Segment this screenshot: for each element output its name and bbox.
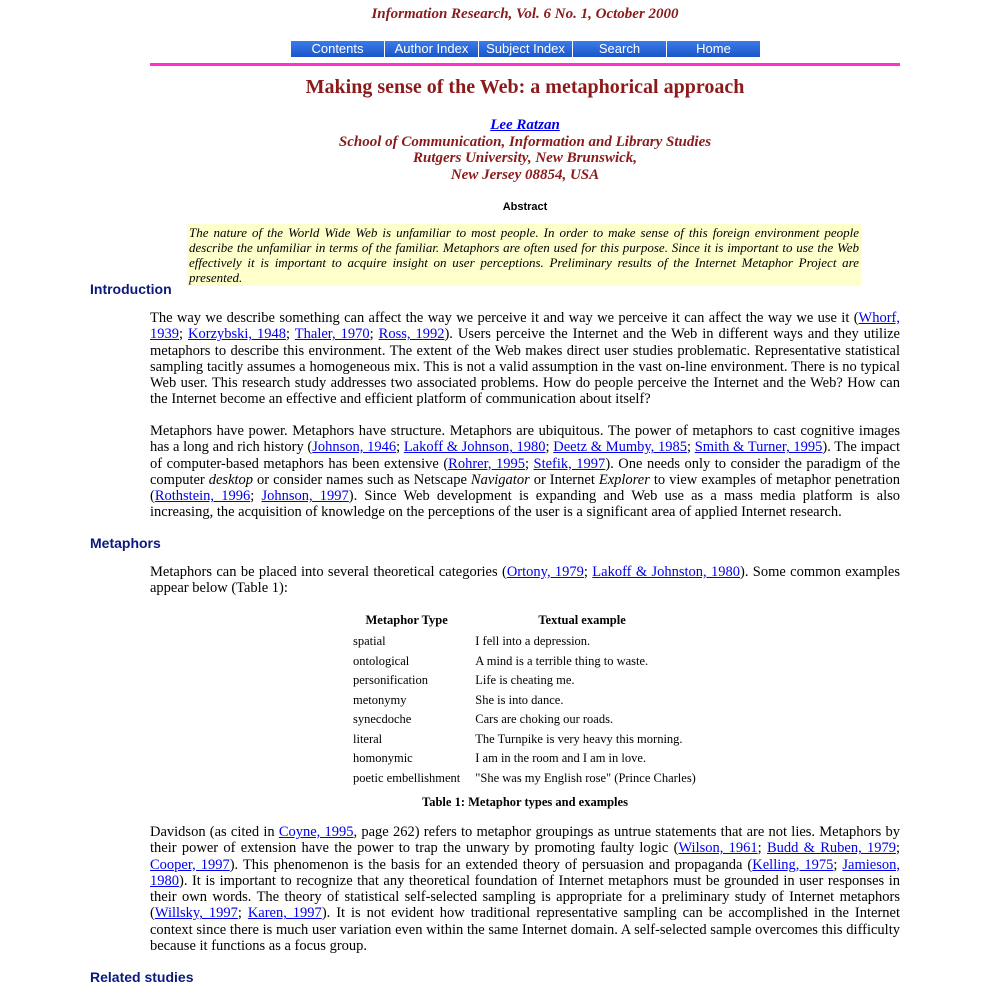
citation-link[interactable]: Ross, 1992 xyxy=(378,326,445,343)
metaphor-type-cell: literal xyxy=(353,731,383,746)
metaphor-table xyxy=(349,611,700,788)
textual-example-cell: She is into dance. xyxy=(475,692,564,707)
emphasized-term: Navigator xyxy=(470,471,530,488)
citation-link[interactable]: Lakoff & Johnston, 1980 xyxy=(592,564,740,580)
metaphor-type-cell: spatial xyxy=(353,634,386,649)
citation-link[interactable]: Ortony, 1979 xyxy=(506,564,584,580)
table-row xyxy=(349,749,700,769)
citation-link[interactable]: Karen, 1997 xyxy=(247,905,322,922)
citation-link[interactable]: Wilson, 1961 xyxy=(678,840,758,857)
nav-subject-index-button[interactable]: Subject Index xyxy=(479,41,573,57)
section-heading-introduction: Introduction xyxy=(90,281,172,297)
intro-paragraph-2: Metaphors have power. Metaphors have structure. Metaphors are ubiquitous. The power of metaphors to cast cognitive images has a long and rich history (Johnson, 1946; Lakoff & Johnson, 1980; Deetz & Mumby, 1985; Smith & Turner, 1995). The impact of computer-based metaphors has been extensive (Rohrer, 1995; Stefik, 1997). One needs only to consider the paradigm of the computer desktop or consider names such as Netscape Navigator or Internet Explorer to view examples of metaphor penetration (Rothstein, 1996; Johnson, 1997). Since Web development is expanding and Web use as a mass media platform is also increasing, the acquisition of knowledge on the perceptions of the user is a significant area of applied Internet research. xyxy=(150,423,901,521)
header-divider xyxy=(150,63,900,66)
table-row xyxy=(349,710,700,730)
nav-contents-button[interactable]: Contents xyxy=(291,41,385,57)
table-row xyxy=(349,671,700,691)
author-block xyxy=(150,117,900,183)
metaphors-paragraph-2: Davidson (as cited in Coyne, 1995, page 262) refers to metaphor groupings as untrue statements that are not lies. Metaphors by their power of extension have the power to trap the unwary by promoting faulty logic (Wilson, 1961; Budd & Ruben, 1979; Cooper, 1997). This phenomenon is the basis for an extended theory of persuasion and propaganda (Kelling, 1975; Jamieson, 1980). It is important to recognize that any theoretical foundation of Internet metaphors must be grounded in user responses in their own words. The theory of statistical self-selected sampling is appropriate for a preliminary study of Internet metaphors (Willsky, 1997; Karen, 1997). It is not evident how traditional representative sampling can be accomplished in the Internet context since there is much user variation even within the same Internet domain. A self-selected sample overcomes this difficulty because it functions as a focus group. xyxy=(150,824,901,955)
metaphor-type-cell: ontological xyxy=(353,653,410,668)
citation-link[interactable]: Jamieson, 1980 xyxy=(150,856,900,889)
citation-link[interactable]: Thaler, 1970 xyxy=(294,326,370,343)
table-row xyxy=(349,652,700,672)
nav-home-button[interactable]: Home xyxy=(667,41,760,57)
nav-author-index-button[interactable]: Author Index xyxy=(385,41,479,57)
metaphor-type-cell: synecdoche xyxy=(353,712,412,727)
table-header-example: Textual example xyxy=(538,613,626,627)
section-heading-related-studies: Related studies xyxy=(90,969,194,985)
citation-link[interactable]: Rothstein, 1996 xyxy=(154,488,251,505)
citation-link[interactable]: Stefik, 1997 xyxy=(533,455,606,472)
metaphor-type-cell: homonymic xyxy=(353,751,413,766)
table-caption: Table 1: Metaphor types and examples xyxy=(422,795,628,809)
metaphor-type-cell: personification xyxy=(353,673,428,688)
abstract-text: The nature of the World Wide Web is unfamiliar to most people. In order to make sense of this foreign environment people describe the unfamiliar in terms of the familiar. Metaphors are often used for this purpose. Since it is important to use the Web effectively it is important to acquire insight on user perceptions. Preliminary results of the Internet Metaphor Project are presented. xyxy=(189,225,859,285)
citation-link[interactable]: Rohrer, 1995 xyxy=(448,455,525,472)
nav-bar xyxy=(291,41,760,57)
textual-example-cell: I fell into a depression. xyxy=(475,634,591,649)
citation-link[interactable]: Korzybski, 1948 xyxy=(188,326,287,343)
textual-example-cell: The Turnpike is very heavy this morning. xyxy=(475,731,683,746)
metaphors-paragraph-1: Metaphors can be placed into several theoretical categories (Ortony, 1979; Lakoff & Johnston, 1980). Some common examples appear below (Table 1): xyxy=(150,564,900,597)
intro-paragraph-1: The way we describe something can affect the way we perceive it and way we perceive it can affect the way we use it (Whorf, 1939; Korzybski, 1948; Thaler, 1970; Ross, 1992). Users perceive the Internet and the Web in different ways and they utilize metaphors to describe this environment. The extent of the Web makes direct user studies problematic. Representative statistical sampling tacitly assumes a homogeneous mix. This is not a valid assumption in the vast on-line environment. There is no typical Web user. This research study addresses two associated problems. How do people perceive the Internet and the Web? How can the Internet become an effective and efficient platform of communication about itself? xyxy=(150,310,900,408)
metaphor-type-cell: metonymy xyxy=(353,692,407,707)
textual-example-cell: Life is cheating me. xyxy=(475,673,575,688)
page-title: Making sense of the Web: a metaphorical approach xyxy=(305,76,745,98)
citation-link[interactable]: Johnson, 1946 xyxy=(312,439,397,456)
table-row xyxy=(349,730,700,750)
emphasized-term: desktop xyxy=(208,471,254,488)
citation-link[interactable]: Coyne, 1995 xyxy=(278,824,354,840)
citation-link[interactable]: Budd & Ruben, 1979 xyxy=(766,840,896,857)
citation-link[interactable]: Lakoff & Johnson, 1980 xyxy=(403,439,546,456)
emphasized-term: Explorer xyxy=(598,471,650,488)
citation-link[interactable]: Cooper, 1997 xyxy=(150,856,230,873)
table-row xyxy=(349,769,700,789)
table-header-type: Metaphor Type xyxy=(365,613,448,627)
author-school: School of Communication, Information and Library Studies xyxy=(338,133,712,150)
journal-header: Information Research, Vol. 6 No. 1, October 2000 xyxy=(371,6,679,22)
citation-link[interactable]: Johnson, 1997 xyxy=(261,488,349,505)
author-address: New Jersey 08854, USA xyxy=(450,166,600,183)
metaphor-type-cell: poetic embellishment xyxy=(353,770,461,785)
abstract-heading: Abstract xyxy=(502,201,548,213)
section-heading-metaphors: Metaphors xyxy=(90,535,161,551)
citation-link[interactable]: Whorf, 1939 xyxy=(150,310,900,343)
textual-example-cell: Cars are choking our roads. xyxy=(475,712,614,727)
citation-link[interactable]: Deetz & Mumby, 1985 xyxy=(553,439,687,456)
nav-search-button[interactable]: Search xyxy=(573,41,667,57)
citation-link[interactable]: Smith & Turner, 1995 xyxy=(694,439,823,456)
table-row xyxy=(349,691,700,711)
textual-example-cell: I am in the room and I am in love. xyxy=(475,751,647,766)
author-university: Rutgers University, New Brunswick, xyxy=(412,150,638,166)
textual-example-cell: "She was my English rose" (Prince Charles) xyxy=(475,770,696,785)
citation-link[interactable]: Kelling, 1975 xyxy=(752,856,834,873)
table-row xyxy=(349,632,700,652)
textual-example-cell: A mind is a terrible thing to waste. xyxy=(475,653,649,668)
citation-link[interactable]: Willsky, 1997 xyxy=(154,905,238,922)
author-link[interactable]: Lee Ratzan xyxy=(490,117,560,133)
